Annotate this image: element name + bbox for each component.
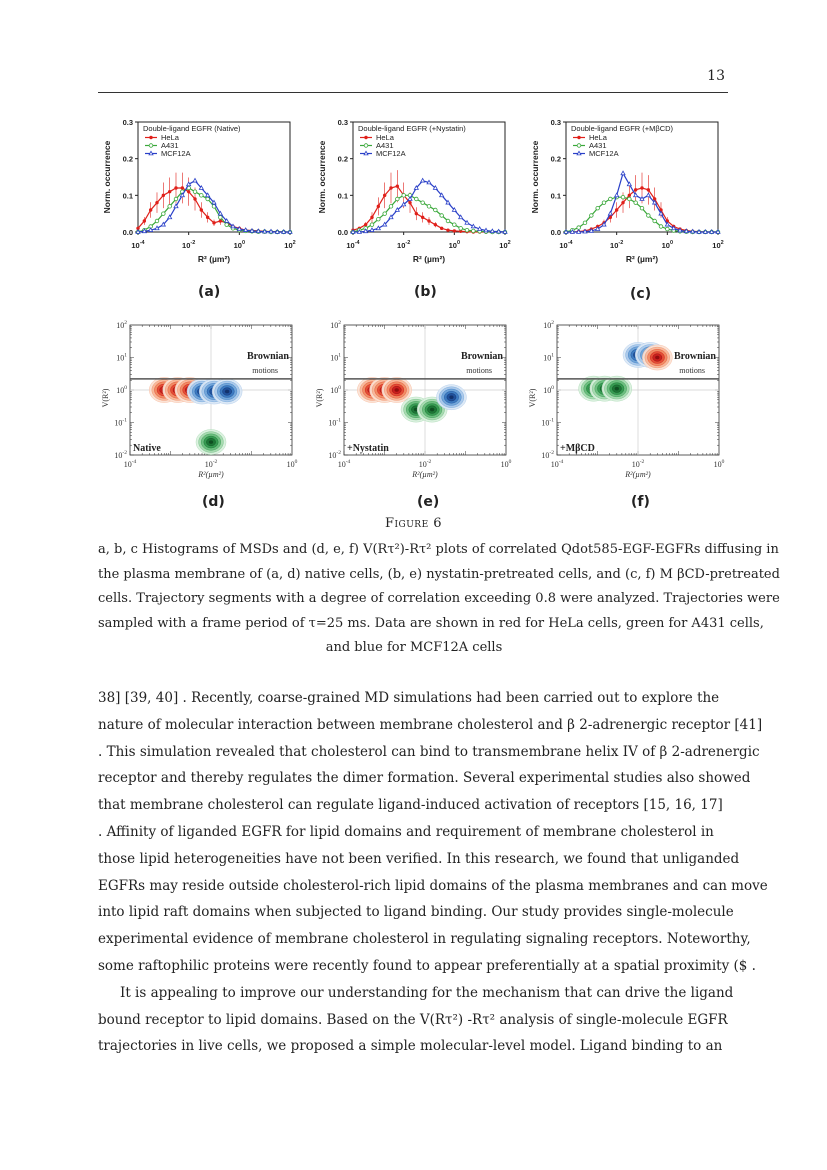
x-tick-label: $10^0$ (286, 459, 298, 469)
y-tick-label: 0.0 (337, 228, 348, 237)
data-point (225, 223, 229, 227)
data-point (590, 214, 594, 218)
annotation-motions: motions (466, 366, 492, 375)
cluster-contour-red (395, 388, 399, 391)
legend-marker (577, 151, 581, 155)
data-point (256, 229, 260, 233)
data-point (577, 230, 581, 234)
body-line: experimental evidence of membrane cholesterol in regulating signaling receptors. Noteworthy, (98, 931, 751, 948)
annotation-brownian: Brownian (673, 351, 716, 362)
data-point (389, 205, 393, 209)
histogram-b-svg (315, 112, 515, 277)
data-point (370, 216, 373, 219)
y-tick-label: 0.2 (122, 154, 133, 164)
data-point (634, 188, 637, 191)
cluster-contour-red (655, 356, 659, 359)
legend-marker (149, 144, 153, 148)
data-point (187, 190, 190, 193)
y-tick-label: 0.3 (122, 118, 133, 127)
caption-line: sampled with a frame period of τ=25 ms. Data are shown in red for HeLa cells, green for A431 cells, (98, 615, 764, 631)
subfigure-label-a: (a) (198, 284, 221, 300)
data-point (200, 194, 204, 198)
x-tick-label: $10^{-2}$ (610, 240, 624, 250)
legend-marker (577, 136, 580, 139)
cluster-contour-green (615, 387, 619, 390)
data-point (646, 193, 650, 197)
plot-title: Double-ligand EGFR (Native) (143, 124, 241, 133)
annotation-brownian: Brownian (460, 351, 503, 362)
data-point (615, 208, 618, 211)
x-axis-label: R²(µm²) (412, 470, 438, 479)
y-tick-label: $10^1$ (543, 352, 554, 363)
legend-label: A431 (589, 141, 607, 150)
data-point (647, 188, 650, 191)
data-point (162, 212, 166, 216)
data-point (162, 194, 165, 197)
y-tick-label: 0.1 (122, 191, 133, 201)
y-tick-label: $10^1$ (116, 352, 127, 363)
data-point (174, 197, 178, 201)
data-point (427, 219, 430, 222)
body-line: into lipid raft domains when subjected to ligand binding. Our study provides single-molecule (98, 904, 734, 921)
data-point (440, 227, 443, 230)
data-point (615, 193, 619, 197)
x-tick-label: $10^0$ (233, 240, 246, 250)
data-point (244, 228, 248, 232)
header-rule (98, 92, 728, 93)
data-point (440, 214, 444, 218)
y-tick-label: $10^{-1}$ (114, 417, 127, 428)
y-tick-label: $10^{-1}$ (328, 417, 341, 428)
data-point (377, 205, 380, 208)
annotation-motions: motions (252, 366, 278, 375)
x-tick-label: $10^{-4}$ (559, 240, 573, 250)
data-point (377, 217, 381, 221)
annotation-motions: motions (679, 366, 705, 375)
y-tick-label: $10^0$ (330, 385, 341, 395)
data-point (472, 229, 476, 233)
data-point (415, 197, 419, 201)
data-point (383, 212, 387, 216)
y-tick-label: 0.3 (337, 118, 348, 127)
x-tick-label: $10^{-4}$ (550, 459, 564, 469)
data-point (484, 228, 488, 232)
series-line-a431 (353, 195, 505, 232)
y-tick-label: 0.0 (122, 228, 133, 237)
data-point (402, 194, 406, 198)
data-point (408, 201, 411, 204)
cluster-contour-green (209, 440, 213, 443)
data-point (634, 201, 638, 205)
data-point (370, 223, 374, 227)
annotation-condition: +Nystatin (347, 443, 389, 454)
x-tick-label: $10^2$ (499, 240, 511, 250)
data-point (155, 226, 159, 230)
legend-marker (149, 136, 152, 139)
x-tick-label: $10^{-4}$ (131, 240, 145, 250)
histogram-panel-a (100, 112, 300, 277)
body-line: that membrane cholesterol can regulate ligand-induced activation of receptors [15, 16, 17] (98, 797, 723, 814)
legend-label: A431 (161, 141, 179, 150)
x-tick-label: $10^0$ (713, 459, 725, 469)
data-point (471, 224, 475, 228)
body-text (98, 685, 768, 1060)
caption-line: and blue for MCF12A cells (325, 640, 503, 655)
x-axis-label: R² (µm²) (197, 254, 231, 264)
x-tick-label: $10^{-4}$ (346, 240, 360, 250)
data-point (446, 219, 450, 223)
contour-e-svg (314, 315, 514, 487)
legend-label: MCF12A (589, 149, 619, 158)
y-tick-label: $10^0$ (543, 385, 554, 395)
x-tick-label: $10^{-2}$ (182, 240, 196, 250)
cluster-contour-green (430, 408, 434, 411)
legend-marker (364, 144, 368, 148)
x-axis-label: R² (µm²) (412, 254, 446, 264)
data-point (155, 201, 158, 204)
annotation-brownian: Brownian (246, 351, 289, 362)
data-point (490, 229, 494, 233)
data-point (647, 214, 651, 218)
contour-d-svg (100, 315, 300, 487)
contour-panel-e (314, 315, 514, 487)
caption-line: the plasma membrane of (a, d) native cells, (b, e) nystatin-pretreated cells, and (c, f) M βCD-pretreated (98, 566, 780, 582)
y-tick-label: 0.0 (550, 228, 561, 237)
legend-label: MCF12A (376, 149, 406, 158)
data-point (621, 201, 624, 204)
plot-title: Double-ligand EGFR (+MβCD) (571, 124, 674, 133)
legend-label: HeLa (161, 133, 179, 142)
x-tick-label: $10^0$ (661, 240, 674, 250)
y-axis-label: Norm. occurrence (530, 140, 540, 214)
legend-label: MCF12A (161, 149, 191, 158)
x-tick-label: $10^{-2}$ (631, 459, 645, 469)
body-line: . This simulation revealed that cholesterol can bind to transmembrane helix IV of β 2-adrenergic (98, 743, 760, 760)
x-tick-label: $10^2$ (284, 240, 296, 250)
x-axis-label: R² (µm²) (625, 254, 659, 264)
x-tick-label: $10^{-4}$ (337, 459, 351, 469)
legend-marker (577, 144, 581, 148)
y-tick-label: 0.3 (550, 118, 561, 127)
data-point (219, 219, 222, 222)
histogram-a-svg (100, 112, 300, 277)
data-point (577, 226, 581, 230)
data-point (691, 229, 695, 233)
data-point (640, 197, 644, 201)
subfigure-label-f: (f) (631, 494, 650, 510)
y-tick-label: $10^1$ (330, 352, 341, 363)
histogram-panel-c (528, 112, 728, 277)
x-axis-label: R²(µm²) (625, 470, 651, 479)
data-point (453, 223, 457, 227)
data-point (269, 229, 273, 233)
caption-line: cells. Trajectory segments with a degree of correlation exceeding 0.8 were analyzed. Trajectories were (98, 591, 780, 606)
data-point (376, 226, 380, 230)
x-tick-label: $10^{-4}$ (123, 459, 137, 469)
data-point (453, 229, 456, 232)
figure-caption (98, 538, 780, 661)
data-point (193, 190, 197, 194)
subfigure-label-e: (e) (417, 494, 440, 510)
histogram-c-svg (528, 112, 728, 277)
data-point (155, 219, 159, 223)
data-point (640, 206, 644, 210)
data-point (459, 227, 463, 231)
y-axis-label: V(R²) (315, 388, 324, 408)
data-point (193, 178, 197, 182)
subfigure-label-d: (d) (202, 494, 225, 510)
data-point (666, 227, 670, 231)
data-point (609, 197, 613, 201)
data-point (621, 171, 625, 175)
data-point (149, 228, 153, 232)
data-point (396, 197, 400, 201)
y-tick-label: 0.2 (550, 154, 561, 164)
annotation-condition: +MβCD (560, 443, 595, 454)
page-number: 13 (707, 68, 725, 84)
data-point (434, 208, 438, 212)
y-tick-label: $10^{-2}$ (541, 450, 554, 460)
data-point (389, 186, 392, 189)
data-point (659, 225, 663, 229)
y-tick-label: 0.2 (337, 154, 348, 164)
data-point (212, 221, 215, 224)
x-tick-label: $10^{-2}$ (204, 459, 218, 469)
legend-label: HeLa (589, 133, 607, 142)
data-point (602, 201, 606, 205)
data-point (250, 229, 254, 233)
y-tick-label: $10^{-2}$ (114, 450, 127, 460)
data-point (168, 190, 171, 193)
data-point (149, 208, 152, 211)
data-point (596, 206, 600, 210)
data-point (427, 205, 431, 209)
body-line: trajectories in live cells, we proposed a simple molecular-level model. Ligand binding to an (98, 1038, 723, 1055)
body-line: . Affinity of liganded EGFR for lipid domains and requirement of membrane cholesterol in (98, 823, 714, 840)
contour-panel-f (527, 315, 727, 487)
body-line: 38] [39, 40] . Recently, coarse-grained MD simulations had been carried out to explore the (98, 690, 720, 706)
y-tick-label: $10^2$ (116, 320, 127, 330)
series-line-hela (353, 186, 505, 232)
data-point (193, 197, 196, 200)
x-axis-label: R²(µm²) (198, 470, 224, 479)
data-point (187, 182, 191, 186)
data-point (421, 178, 425, 182)
contour-f-svg (527, 315, 727, 487)
plot-title: Double-ligand EGFR (+Nystatin) (358, 124, 466, 133)
figure-title: Figure 6 (384, 516, 443, 531)
y-axis-label: Norm. occurrence (102, 140, 112, 214)
data-point (628, 197, 632, 201)
body-line: some raftophilic proteins were recently found to appear preferentially at a spatial proximity ($ . (98, 957, 756, 974)
data-point (446, 228, 449, 231)
cluster-contour-blue (449, 396, 453, 399)
x-tick-label: $10^2$ (712, 240, 724, 250)
cluster-contour-blue (225, 390, 229, 393)
subfigure-label-b: (b) (414, 284, 437, 300)
caption-line: a, b, c Histograms of MSDs and (d, e, f) V(Rτ²)-Rτ² plots of correlated Qdot585-EGF-EGFRs diffusing in (98, 542, 779, 557)
data-point (168, 205, 172, 209)
legend-marker (364, 151, 368, 155)
data-point (628, 194, 631, 197)
data-point (427, 180, 431, 184)
legend-marker (149, 151, 153, 155)
y-axis-label: V(R²) (528, 388, 537, 408)
x-tick-label: $10^0$ (448, 240, 461, 250)
body-line: receptor and thereby regulates the dimer formation. Several experimental studies also showed (98, 770, 751, 787)
data-point (421, 216, 424, 219)
y-axis-label: Norm. occurrence (317, 140, 327, 214)
y-tick-label: $10^2$ (543, 320, 554, 330)
body-line: those lipid heterogeneities have not been verified. In this research, we found that unliganded (98, 850, 740, 867)
x-tick-label: $10^{-2}$ (397, 240, 411, 250)
data-point (206, 216, 209, 219)
data-point (421, 201, 425, 205)
data-point (621, 195, 625, 199)
annotation-condition: Native (133, 443, 161, 454)
body-line: bound receptor to lipid domains. Based on the V(Rτ²) -Rτ² analysis of single-molecule EGFR (98, 1011, 728, 1028)
data-point (497, 229, 501, 233)
y-tick-label: $10^0$ (116, 385, 127, 395)
body-line: nature of molecular interaction between membrane cholesterol and β 2-adrenergic receptor [41] (98, 716, 763, 733)
data-point (364, 223, 367, 226)
data-point (174, 186, 177, 189)
data-point (583, 221, 587, 225)
y-axis-label: V(R²) (101, 388, 110, 408)
y-tick-label: 0.1 (550, 191, 561, 201)
histogram-panel-b (315, 112, 515, 277)
data-point (465, 228, 469, 232)
contour-panel-d (100, 315, 300, 487)
data-point (434, 223, 437, 226)
data-point (181, 186, 184, 189)
data-point (640, 186, 643, 189)
data-point (370, 228, 374, 232)
data-point (206, 197, 210, 201)
data-point (608, 211, 612, 215)
data-point (383, 194, 386, 197)
body-line: EGFRs may reside outside cholesterol-rich lipid domains of the plasma membranes and can move (98, 877, 768, 894)
subfigure-label-c: (c) (630, 286, 652, 302)
y-tick-label: $10^{-1}$ (541, 417, 554, 428)
data-point (415, 212, 418, 215)
y-tick-label: $10^{-2}$ (328, 450, 341, 460)
y-tick-label: $10^2$ (330, 320, 341, 330)
x-tick-label: $10^0$ (500, 459, 512, 469)
data-point (396, 184, 399, 187)
legend-marker (364, 136, 367, 139)
data-point (200, 208, 203, 211)
legend-label: A431 (376, 141, 394, 150)
data-point (143, 219, 146, 222)
data-point (653, 219, 657, 223)
y-tick-label: 0.1 (337, 191, 348, 201)
body-line: It is appealing to improve our understanding for the mechanism that can drive the ligand (120, 984, 734, 1001)
x-tick-label: $10^{-2}$ (418, 459, 432, 469)
data-point (478, 227, 482, 231)
legend-label: HeLa (376, 133, 394, 142)
